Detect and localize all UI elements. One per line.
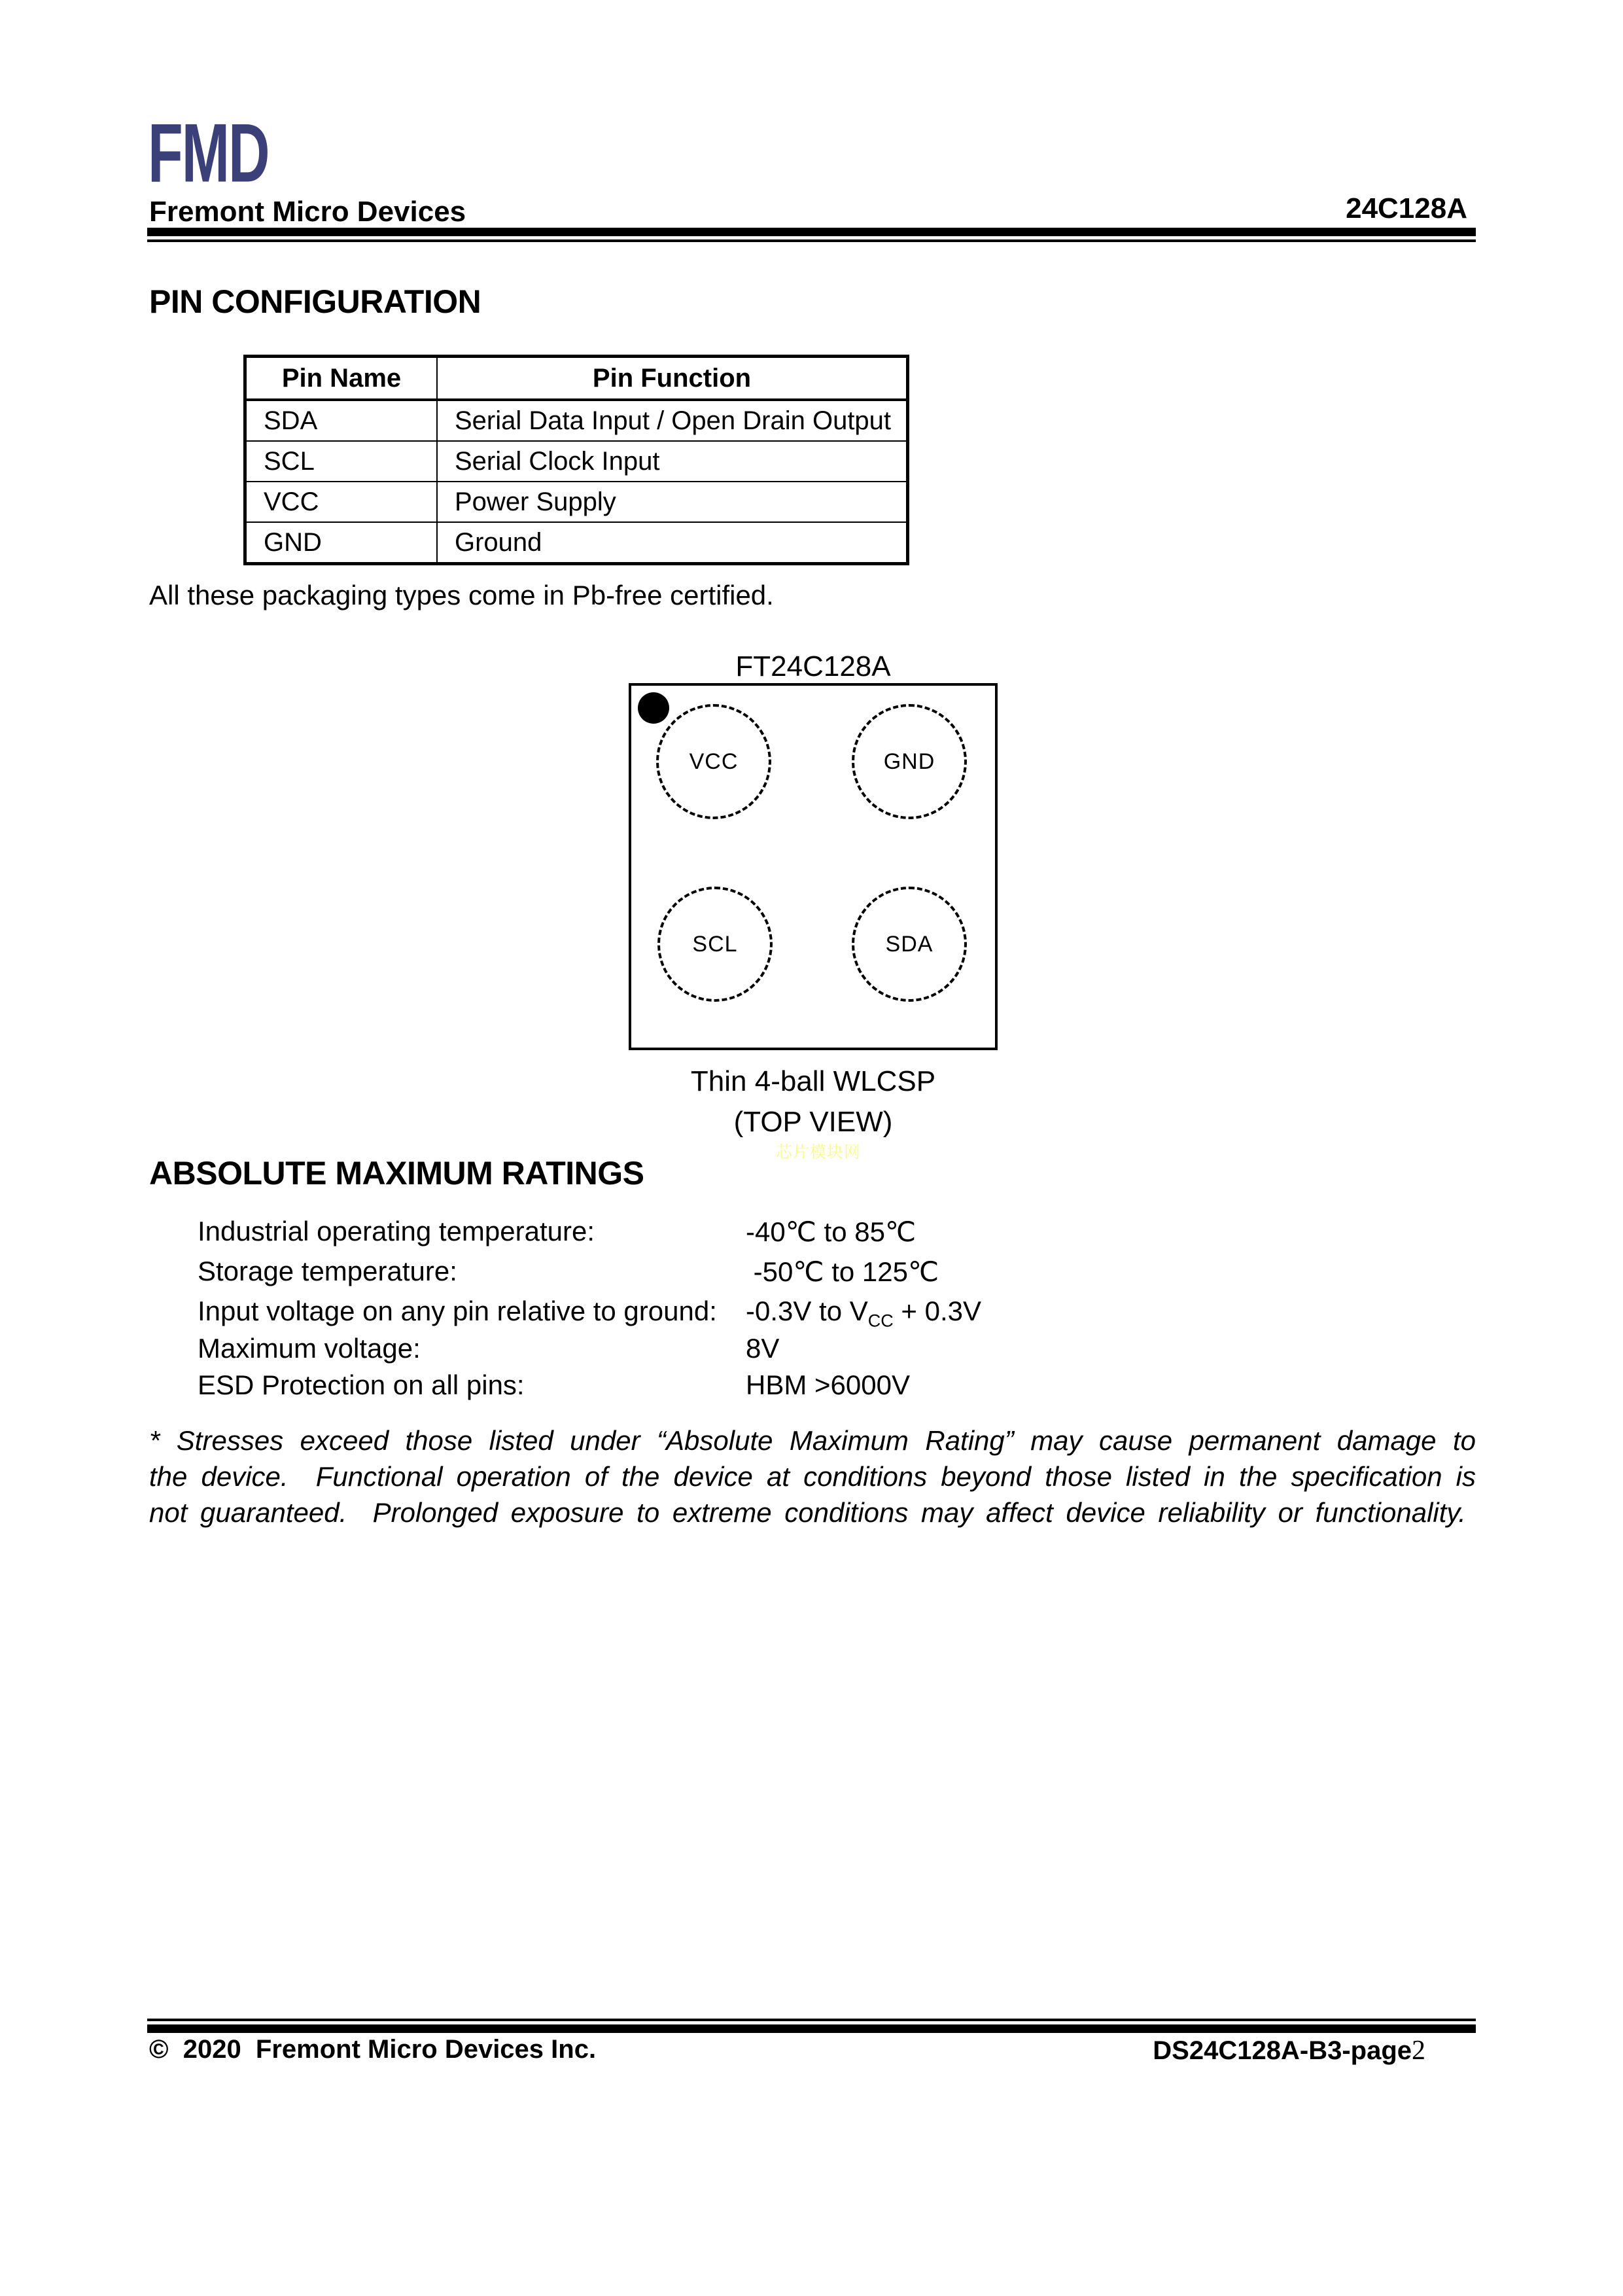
- ball-scl: [657, 887, 773, 1002]
- package-caption: Thin 4-ball WLCSP: [690, 1065, 936, 1097]
- table-row: [245, 441, 908, 482]
- fmd-logo: FMD: [148, 105, 269, 200]
- rating-row: [198, 1333, 1310, 1364]
- watermark-text: 芯片模块网: [776, 1143, 862, 1161]
- rating-label: Maximum voltage:: [198, 1333, 421, 1364]
- pin-name-cell: VCC: [245, 482, 438, 522]
- vcc-subscript: CC: [867, 1311, 894, 1331]
- pin-function-cell: Serial Data Input / Open Drain Output: [437, 400, 908, 441]
- ball-label: GND: [883, 749, 935, 774]
- footer-rule-thick: [147, 2024, 1476, 2033]
- rating-value: HBM >6000V: [746, 1369, 910, 1400]
- pin-function-header: Pin Function: [437, 357, 908, 400]
- table-row: [245, 522, 908, 564]
- wlcsp-package-outline: [629, 683, 998, 1050]
- pin-function-cell: Power Supply: [437, 482, 908, 522]
- part-number: 24C128A: [1346, 192, 1467, 224]
- stress-disclaimer: * Stresses exceed those listed under “Absolute Maximum Rating” may cause permanent damage to the device. Functional operation of the device at conditions beyond those listed in the specification is not guaranteed. Prolonged exposure to extreme conditions may affect device reliability or functionality.: [149, 1425, 1476, 1528]
- rating-row: [198, 1369, 1310, 1401]
- packaging-note: All these packaging types come in Pb-free certified.: [149, 580, 774, 610]
- pin-configuration-heading: PIN CONFIGURATION: [149, 283, 481, 320]
- pin1-marker-dot: [638, 692, 669, 724]
- company-name: Fremont Micro Devices: [149, 196, 466, 228]
- rating-label: Storage temperature:: [198, 1256, 457, 1286]
- rating-row: [198, 1296, 1310, 1331]
- absolute-maximum-ratings-heading: ABSOLUTE MAXIMUM RATINGS: [149, 1155, 644, 1192]
- rating-value: -50℃ to 125℃: [746, 1256, 939, 1287]
- ball-label: SCL: [692, 931, 738, 957]
- rating-label: Input voltage on any pin relative to ground:: [198, 1296, 717, 1326]
- pin-name-cell: SCL: [245, 441, 438, 482]
- rating-label: ESD Protection on all pins:: [198, 1369, 525, 1400]
- footer-page-number: 2: [1412, 2036, 1425, 2066]
- footer-doc-number: DS24C128A-B3-page2: [1153, 2036, 1425, 2066]
- table-row: [245, 400, 908, 441]
- pin-table: [243, 355, 909, 565]
- pin-table-header-row: [245, 357, 908, 400]
- footer-rule-thin: [147, 2019, 1476, 2021]
- header-rule-thin: [147, 239, 1476, 242]
- rating-value: -0.3V to $V_{CC} + 0.3V$: [746, 1296, 982, 1331]
- rating-value: 8V: [746, 1333, 780, 1364]
- rating-row: [198, 1256, 1310, 1287]
- pin-function-cell: Serial Clock Input: [437, 441, 908, 482]
- rating-row: [198, 1216, 1310, 1247]
- rating-label: Industrial operating temperature:: [198, 1216, 595, 1246]
- table-row: [245, 482, 908, 522]
- pin-name-cell: GND: [245, 522, 438, 564]
- pin-name-cell: SDA: [245, 400, 438, 441]
- package-caption-view: (TOP VIEW): [733, 1106, 893, 1138]
- diagram-title: FT24C128A: [735, 650, 891, 682]
- ball-gnd: [852, 704, 967, 819]
- footer-copyright: © 2020 Fremont Micro Devices Inc.: [149, 2035, 597, 2064]
- pin-name-header: Pin Name: [245, 357, 438, 400]
- ball-vcc: [656, 704, 771, 819]
- header-rule-thick: [147, 228, 1476, 236]
- rating-value: -40℃ to 85℃: [746, 1216, 916, 1247]
- ball-sda: [852, 887, 967, 1002]
- ball-label: SDA: [885, 931, 934, 957]
- ball-label: VCC: [689, 749, 739, 774]
- pin-function-cell: Ground: [437, 522, 908, 564]
